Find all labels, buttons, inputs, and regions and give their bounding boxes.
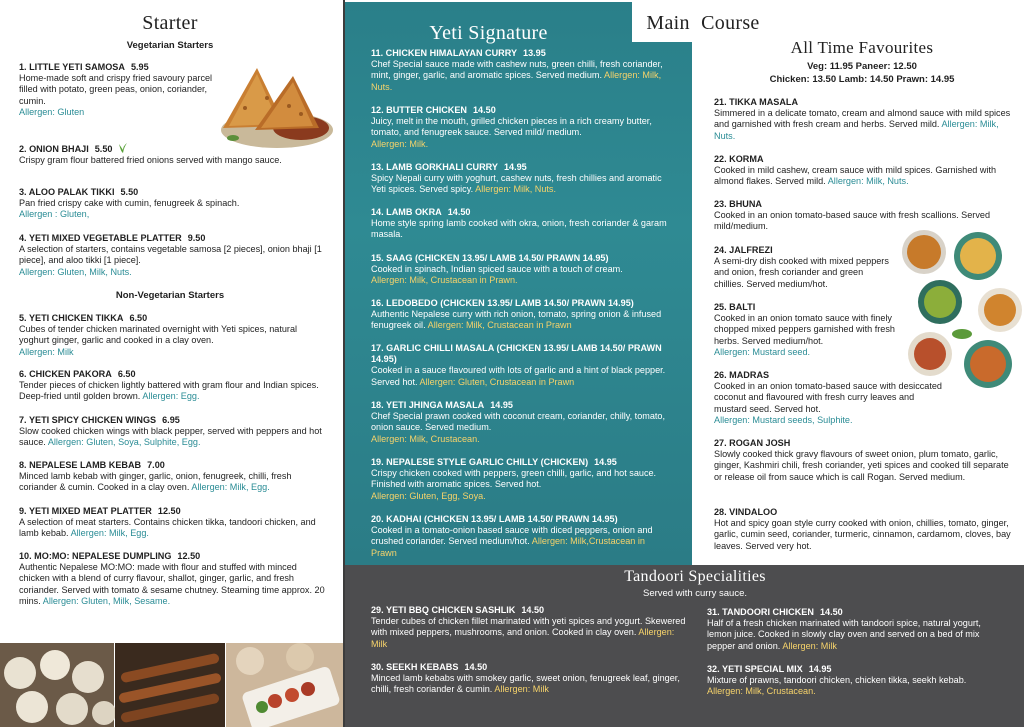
menu-item: 15. SAAG (CHICKEN 13.95/ LAMB 14.50/ PRAWN 14.95) Cooked in spinach, Indian spiced sauce with a touch of cream. Allergen: Milk, Crustacean in Prawn. [371, 253, 623, 286]
favourites-title: All Time Favourites [790, 38, 934, 57]
menu-item: 27. ROGAN JOSH Slowly cooked thick gravy flavours of sweet onion, plum tomato, garlic, ginger, Kashmiri chili, fresh coriander, yeti spices and cooked till separate or release oil from sauce which is call Rogan. Served medium. [714, 438, 1009, 482]
menu-item: 23. BHUNA Cooked in an onion tomato-based sauce with fresh scallions. Served mild/medium. [714, 199, 991, 232]
menu-item: 9. YETI MIXED MEAT PLATTER 12.50 A selection of meat starters. Contains chicken tikka, tandoori chicken, and lamb kebab. Allergen: Milk, Egg. [19, 506, 316, 539]
menu-item: 3. ALOO PALAK TIKKI 5.50 Pan fried crispy cake with cumin, fenugreek & spinach. Allergen : Gluten, [19, 187, 240, 220]
menu-item: 29. YETI BBQ CHICKEN SASHLIK 14.50 Tender cubes of chicken fillet marinated with yeti spices and yogurt. Skewered with mixed peppers, mushrooms, and onion. Cooked in clay oven. Allergen: Milk [371, 605, 686, 649]
menu-item: 11. CHICKEN HIMALAYAN CURRY 13.95 Chef Special sauce made with cashew nuts, green chilli, fresh coriander, mint, ginger, garlic, and aromatic spices. Served medium. Allergen: Milk, Nuts. [371, 48, 663, 92]
non-vegetarian-heading: Non-Vegetarian Starters [115, 290, 225, 301]
main-course-title [638, 12, 768, 35]
menu-item: 17. GARLIC CHILLI MASALA (CHICKEN 13.95/ LAMB 14.50/ PRAWN 14.95) Cooked in a sauce flavoured with lots of garlic and a hint of black pepper. Served hot. Allergen: Gluten, Crustacean in Prawn [371, 343, 666, 387]
starter-title: Starter [142, 12, 198, 34]
food-photo-strip [0, 643, 343, 727]
menu-item: 14. LAMB OKRA 14.50 Home style spring lamb cooked with okra, onion, fresh coriander & garam masala. [371, 207, 667, 240]
menu-item: 13. LAMB GORKHALI CURRY 14.95 Spicy Nepali curry with yoghurt, cashew nuts, fresh chillies and aromatic Yeti spices. Served spicy. Allergen: Milk, Nuts. [371, 162, 662, 195]
menu-item: 32. YETI SPECIAL MIX 14.95 Mixture of prawns, tandoori chicken, chicken tikka, seekh kebab. Allergen: Milk, Crustacean. [707, 664, 967, 697]
tandoori-subtitle: Served with curry sauce. [642, 588, 747, 599]
veg-leaf-icon [118, 142, 128, 154]
vegetarian-heading: Vegetarian Starters [126, 40, 214, 51]
menu-item: 28. VINDALOO Hot and spicy goan style curry cooked with onion, chillies, tomato, ginger, garlic, cumin seed, coriander, turmeric, cinnamon, cardamom, cloves, bay leaves. Served very hot. [714, 507, 1011, 551]
price-line-veg: Veg: 11.95 Paneer: 12.50 [807, 61, 917, 72]
curry-dishes-image [900, 230, 1024, 390]
menu-item: 19. NEPALESE STYLE GARLIC CHILLY (CHICKEN) 14.95 Crispy chicken cooked with peppers, green chilli, garlic, and hot sauce. Finished with aromatic spices. Served hot. Allergen: Gluten, Egg, Soya. [371, 457, 657, 501]
menu-item: 30. SEEKH KEBABS 14.50 Minced lamb kebabs with smokey garlic, sweet onion, fenugreek leaf, ginger, chilli, fresh coriander & cumin. Allergen: Milk [371, 662, 680, 695]
menu-item: 18. YETI JHINGA MASALA 14.95 Chef Special prawn cooked with coconut cream, coriander, chilly, tomato, onion sauce. Served medium. Allergen: Milk, Crustacean. [371, 400, 666, 444]
main-course-title-word2: Course [701, 12, 760, 34]
menu-item: 7. YETI SPICY CHICKEN WINGS 6.95 Slow cooked chicken wings with black pepper, served with peppers and hot sauce. Allergen: Gluten, Soya, Sulphite, Egg. [19, 415, 322, 448]
menu-item: 10. MO:MO: NEPALESE DUMPLING 12.50 Authentic Nepalese MO:MO: made with flour and stuffed with minced chicken with a blend of curry flavour, shallot, ginger, garlic, and fresh coriander. Served with tomato & sesame chutney. Steaming time approx. 20 mins. Allergen: Gluten, Milk, Sesame. [19, 551, 325, 606]
menu-item: 21. TIKKA MASALA Simmered in a delicate tomato, cream and almond sauce with mild spices and garnished with fresh cream and herbs. Served mild. Allergen: Milk, Nuts. [714, 97, 1011, 141]
menu-item: 22. KORMA Cooked in mild cashew, cream sauce with mild spices. Garnished with almond flakes. Served mild. Allergen: Milk, Nuts. [714, 154, 997, 187]
menu-item: 6. CHICKEN PAKORA 6.50 Tender pieces of chicken lightly battered with gram flour and Indian spices. Deep-fried until golden brown. Allergen: Egg. [19, 369, 319, 402]
menu-item: 31. TANDOORI CHICKEN 14.50 Half of a fresh chicken marinated with tandoori spice, natural yogurt, lemon juice. Cooked in slowly clay oven and served on a bed of mix pepper and onion. Allergen: Milk [707, 607, 981, 651]
price-line-meat: Chicken: 13.50 Lamb: 14.50 Prawn: 14.95 [769, 74, 955, 85]
menu-item: 4. YETI MIXED VEGETABLE PLATTER 9.50 A selection of starters, contains vegetable samosa [2 pieces], onion bhaji [1 piece], and aloo tikki [1 piece]. Allergen: Gluten, Milk, Nuts. [19, 233, 322, 277]
samosa-image [215, 58, 335, 150]
menu-item: 8. NEPALESE LAMB KEBAB 7.00 Minced lamb kebab with ginger, garlic, onion, fenugreek, chilli, fresh coriander & cumin. Cooked in a clay oven. Allergen: Milk, Egg. [19, 460, 292, 493]
tandoori-title: Tandoori Specialities [624, 568, 766, 585]
menu-item: 25. BALTI Cooked in an onion tomato sauce with finely chopped mixed peppers garnished with fresh herbs. Served medium/hot. Allergen: Mustard seed. [714, 302, 895, 357]
signature-title: Yeti Signature [429, 22, 548, 44]
menu-item: 16. LEDOBEDO (CHICKEN 13.95/ LAMB 14.50/ PRAWN 14.95) Authentic Nepalese curry with rich onion, tomato, spring onion & infused fenugreek oil. Allergen: Milk, Crustacean in Prawn [371, 298, 662, 331]
menu-item: 2. ONION BHAJI 5.50 Crispy gram flour battered fried onions served with mango sauce. [19, 144, 282, 166]
menu-item: 1. LITTLE YETI SAMOSA 5.95 Home-made soft and crispy fried savoury parcel filled with potato, green peas, onion, coriander, cumin. Allergen: Gluten [19, 62, 213, 117]
menu-item: 12. BUTTER CHICKEN 14.50 Juicy, melt in the mouth, grilled chicken pieces in a rich creamy butter, tomato, and fenugreek sauce. Served mild/ medium. Allergen: Milk. [371, 105, 652, 149]
menu-item: 26. MADRAS Cooked in an onion tomato-based sauce with desiccated coconut and flavoured with fresh curry leaves and mustard seed. Served hot. Allergen: Mustard seeds, Sulphite. [714, 370, 942, 425]
menu-item: 24. JALFREZI A semi-dry dish cooked with mixed peppers and onion, fresh coriander and green chillies. Served medium/hot. [714, 245, 889, 289]
menu-item: 5. YETI CHICKEN TIKKA 6.50 Cubes of tender chicken marinated overnight with Yeti spices, natural yoghurt ginger, garlic and cooked in a clay oven. Allergen: Milk [19, 313, 298, 357]
main-course-title-word1: Main [646, 12, 690, 34]
menu-item: 20. KADHAI (CHICKEN 13.95/ LAMB 14.50/ PRAWN 14.95) Cooked in a tomato-onion based sauce with diced peppers, onion and crushed coriander. Served medium/hot. Allergen: Milk,Crustacean in Prawn [371, 514, 653, 558]
